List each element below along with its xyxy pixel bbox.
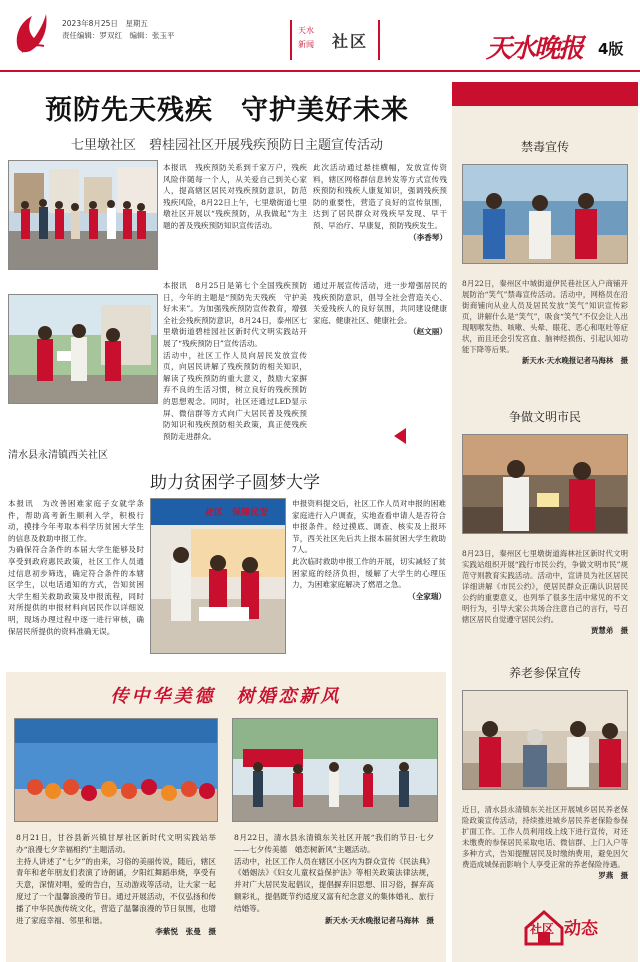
sidebar-body-2: 8月23日，秦州区七里墩街道海林社区新时代文明实践站组织开展“践行市民公约，争做文明市民”规范守则教育实践活动。活动中，宣讲员为社区居民详细讲解《市民公约》，使居民群众正确认识居民公约的重要意义，也列举了很多生活中常见的不文明行为，引导大家公共场合注意自己的言行，号召辖区居民自觉遵守居民公约。	[462, 549, 628, 624]
sidebar-panel	[452, 82, 638, 962]
page-header	[0, 0, 640, 78]
sidebar-heading-1: 禁毒宣传	[520, 140, 569, 154]
section-label-small	[298, 24, 314, 52]
qixi-left-caption: 8月21日，甘谷县新兴镇甘厚社区新时代文明实践站举办“浪漫七夕幸福相约”主题活动。	[16, 833, 216, 854]
article1-col-2b	[313, 280, 447, 338]
header-divider	[0, 70, 640, 72]
edition-number: 4版	[598, 40, 624, 58]
section-label	[290, 20, 380, 60]
sidebar-text-1	[462, 278, 628, 366]
sidebar-heading-3: 养老参保宣传	[508, 666, 581, 680]
article1-para-5: 通过开展宣传活动，进一步增强居民的残疾预防意识，倡导全社会营造关心、关爱残疾人的良好氛围，共同建设健康家庭、健康社区、健康社会。	[313, 281, 447, 325]
article1-col-2a	[163, 280, 307, 442]
qixi-photo-right	[232, 718, 438, 822]
article2-location: 清水县永清镇西关社区	[8, 450, 108, 461]
article1-credit-2: （赵文丽）	[409, 327, 447, 337]
article2-poster-text: 社区 保障民安	[205, 508, 269, 518]
article1-para-2: 此次活动通过悬挂横幅，发放宣传资料，辖区网格群信息转发等方式宣传残疾预防和残疾人康复知识，强调残疾预防的重要性，营造了良好的宣传氛围，达到了居民群众对残疾早发现、早干预、早治疗、早康复，预防残疾发生。	[313, 163, 447, 230]
article1-title: 预防先天残疾 守护美好未来	[45, 95, 409, 126]
section-small-line-2: 新闻	[298, 40, 314, 49]
article1-credit-1: （李香琴）	[409, 232, 447, 242]
sidebar-body-1: 8月22日，秦州区中城街道伊民巷社区入户商铺开展防治“笑气”禁毒宣传活动。活动中，网格员在沿街商铺向从业人员及居民发放“笑气”知识宣传彩页，讲解什么是“笑气”，吸食“笑气”不仅会让人出现咽喉发热、咳嗽、头晕、眼花、恶心和呕吐等症状，而且还会引发宫血、脑神经损伤、引起认知功能下降等后果。	[462, 279, 628, 354]
article2-para-1: 本报讯 为改善困难家庭子女就学条件，帮助高考新生顺利入学，积极行动，摸排今年考取本科学历贫困大学生的信息及救助申报工作。	[8, 499, 144, 543]
article1-para-4: 活动中，社区工作人员向居民发放宣传页，向居民讲解了残疾预防的相关知识，解读了残疾预防的重大意义，鼓励大家摒弃不良的生活习惯，树立良好的残疾预防的思想观念。同时，社区还通过LED显示屏、微信群等方式向广大居民普及残疾预防知识和残疾预防相关政策，真正使残疾预防走进群众。	[163, 350, 307, 441]
issue-editors: 责任编辑：罗双红 编辑：张玉平	[62, 31, 175, 40]
footer-community-big: 动态	[564, 919, 598, 939]
article2-para-3: 申报资料提交后，社区工作人员对申报的困难家庭进行入户调查，实地查看申请人是否符合申报条件。经过摸底、调查、核实及上报环节，西关社区先后共上报本届贫困大学生救助7人。	[292, 499, 446, 555]
qixi-right-body: 活动中，社区工作人员在辖区小区内为群众宣传《民法典》《婚姻法》《妇女儿童权益保护法》等相关政策法律法规，并对广大居民发起倡议，提倡摒弃旧思想、旧习俗，摒弃高额彩礼，提倡既节约适度又富有纪念意义的集体婚礼、旅行结婚等。	[234, 856, 434, 913]
qixi-banner-section	[6, 672, 446, 962]
qixi-left-credit: 李紫悦 张曼 摄	[155, 927, 216, 937]
sidebar-text-3	[462, 804, 628, 881]
sidebar-heading-2: 争做文明市民	[508, 410, 581, 424]
sidebar-photo-3	[462, 690, 628, 790]
paper-logo-icon	[10, 8, 52, 58]
article2-credit: （全家瑞）	[408, 591, 446, 601]
sidebar-top-bar	[452, 82, 638, 106]
qixi-photo-left	[14, 718, 218, 822]
qixi-right-caption: 8月22日，清水县永清镇东关社区开展“我们的节日·七夕——七夕传美德 婚恋树新风”主题活动。	[234, 833, 434, 854]
article2-para-2: 为确保符合条件的本届大学生能够及时享受到政府惠民政策，社区工作人员通过信息初步筛选，确定符合条件的本辖区学生，以电话通知的方式，告知贫困大学生相关救助政策及申报流程，同时对所提供的申报材料向居民作以详细说明，现场办理过程中逐一进行审核，确保居民所提供的资料准确无误。	[8, 545, 144, 636]
sidebar-credit-1: 新天水·天水晚报记者马海林 摄	[521, 356, 628, 365]
sidebar-text-2	[462, 548, 628, 636]
footer-community-small: 社区	[530, 922, 555, 936]
article2-photo	[150, 498, 286, 654]
sidebar-photo-2	[462, 434, 628, 534]
qixi-right-text	[234, 832, 434, 926]
sidebar-credit-3: 罗燕 摄	[598, 871, 628, 880]
article1-col-1b	[313, 162, 447, 243]
qixi-banner-title: 传中华美德 树婚恋新风	[110, 686, 342, 707]
article1-photo-1	[8, 160, 158, 270]
article2-col-2	[292, 498, 446, 602]
qixi-left-text	[16, 832, 216, 938]
qixi-right-credit: 新天水·天水晚报记者马海林 摄	[325, 915, 434, 925]
article2-col-1	[8, 498, 144, 637]
issue-date: 2023年8月25日 星期五	[62, 19, 148, 28]
article1-para-3: 本报讯 8月25日是第七个全国残疾预防日，今年的主题是“预防先天残疾 守护美好未来”。为加强残疾预防宣传教育，增强全社会残疾预防意识，8月24日，泰州区七里墩街道碧桂园社区新时代文明实践站开展了“残疾预防日”宣传活动。	[163, 281, 307, 348]
article1-col-1a	[163, 162, 307, 232]
article1-photo-2	[8, 294, 158, 404]
newspaper-brand: 天水晚报	[486, 34, 583, 64]
article-continue-arrow-icon	[394, 428, 406, 444]
section-small-line-1: 天水	[298, 26, 314, 35]
article1-para-1: 本报讯 残疾预防关系到千家万户，残疾风险伴随每一个人，从关爱自己到关心家人，提高辖区居民对残疾预防意识，防范残疾风险，8月22日上午，七里墩街道七里墩社区开展以“残疾预防，从我做起”为主题的普及残疾预防知识宣传活动。	[163, 163, 307, 230]
article2-para-4: 此次临时救助申报工作的开展，切实减轻了贫困家庭的经济负担，缓解了大学生的心理压力，为困难家庭解决了燃眉之急。	[292, 556, 446, 590]
sidebar-photo-1	[462, 164, 628, 264]
section-label-big: 社区	[332, 32, 369, 51]
article1-subtitle: 七里墩社区 碧桂园社区开展残疾预防日主题宣传活动	[70, 138, 383, 153]
issue-meta	[62, 18, 175, 42]
qixi-left-body: 主持人讲述了“七夕”的由来，习俗的美丽传说，随后，辖区青年和老年朋友们表演了诗朗诵，夕阳红舞蹈串烧，享受有天意，深情对唱，爱的告白，互动游戏等活动，让大家一起度过了一个温馨浪漫的节日。通过开展活动，不仅弘扬和传播了中华民族传统文化，营造了温馨浪漫的节日氛围，也增进了家庭幸福、邻里和谐。	[16, 856, 216, 925]
sidebar-body-3: 近日，清水县永清镇东关社区开展城乡居民养老保险政策宣传活动，持续推进城乡居民养老保险参保扩面工作。工作人员利用线上线下进行宣传，对还未缴费的参保居民采取电话、微信群、上门入户等多种方式，告知提醒居民及时缴纳费用，避免因欠费造成城保而影响个人享受正常的养老保险待遇。	[462, 805, 628, 869]
article2-title: 助力贫困学子圆梦大学	[150, 473, 320, 493]
sidebar-credit-2: 贾慧弟 摄	[591, 626, 628, 635]
